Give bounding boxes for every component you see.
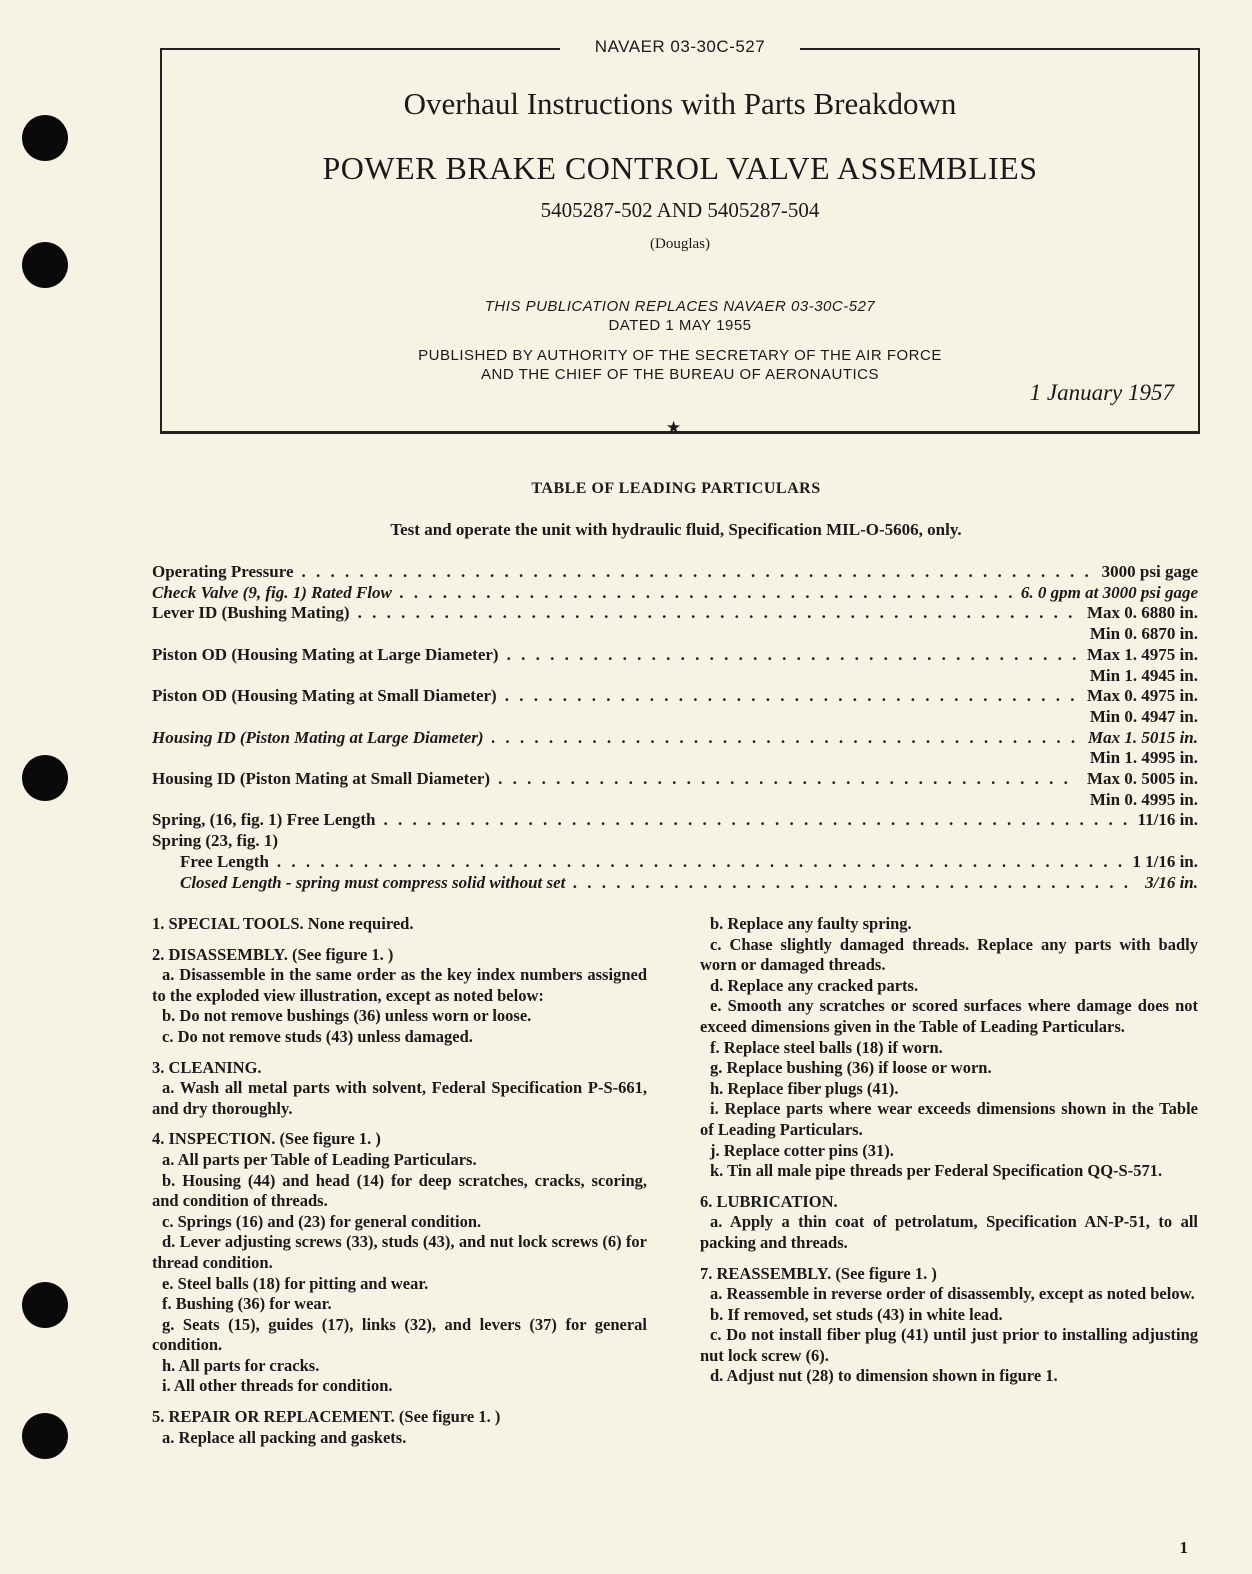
section-item: a. Wash all metal parts with solvent, Federal Specification P-S-661, and dry thoroughly.	[152, 1078, 647, 1118]
particular-label: Housing ID (Piston Mating at Small Diameter)	[152, 769, 491, 789]
particular-row	[152, 728, 1198, 749]
section-heading: 5. REPAIR OR REPLACEMENT. (See figure 1. )	[152, 1407, 501, 1427]
particular-min-value: Min 0. 6870 in.	[1089, 624, 1198, 644]
page-number: 1	[1179, 1538, 1188, 1557]
document-subject: POWER BRAKE CONTROL VALVE ASSEMBLIES	[322, 150, 1038, 186]
particular-min-value: Min 0. 4947 in.	[1089, 706, 1198, 726]
replaces-note: THIS PUBLICATION REPLACES NAVAER 03-30C-527 DATED 1 MAY 1955	[484, 298, 876, 334]
particular-value: 11/16 in.	[1137, 810, 1198, 830]
particular-label: Operating Pressure	[152, 562, 294, 581]
particular-label: Check Valve (9, fig. 1) Rated Flow	[152, 582, 392, 602]
section-item: b. Replace any faulty spring.	[710, 914, 912, 933]
section-heading: 4. INSPECTION. (See figure 1. )	[152, 1129, 381, 1149]
particular-min-value: Min 1. 4945 in.	[1089, 665, 1198, 685]
section-item: c. Chase slightly damaged threads. Replace any parts with badly worn or damaged threads.	[700, 934, 1198, 975]
binder-hole	[22, 1282, 68, 1328]
particular-label: Spring (23, fig. 1)	[152, 831, 279, 851]
particular-row	[152, 645, 1198, 666]
section-item: b. If removed, set studs (43) in white lead.	[710, 1304, 1003, 1324]
dot-leader	[277, 852, 1124, 873]
publication-number: NAVAER 03-30C-527	[594, 37, 766, 56]
part-numbers: 5405287-502 AND 5405287-504	[540, 198, 820, 222]
binder-hole	[22, 115, 68, 161]
dot-leader	[358, 603, 1079, 624]
section-heading: 1. SPECIAL TOOLS. None required.	[152, 914, 414, 933]
section-item: g. Seats (15), guides (17), links (32), and levers (37) for general condition.	[152, 1314, 647, 1355]
dot-leader	[400, 583, 1013, 604]
leading-particulars-table	[152, 562, 1198, 893]
section-item: g. Replace bushing (36) if loose or worn.	[710, 1058, 992, 1078]
particular-row	[152, 562, 1198, 583]
particular-row	[152, 769, 1198, 790]
particular-label: Free Length	[180, 851, 269, 871]
dot-leader	[384, 810, 1130, 831]
section-item: f. Replace steel balls (18) if worn.	[710, 1037, 943, 1057]
dot-leader	[302, 562, 1094, 583]
particular-label: Housing ID (Piston Mating at Large Diameter)	[152, 727, 484, 747]
section-item: c. Springs (16) and (23) for general condition.	[162, 1211, 482, 1231]
section-heading: 6. LUBRICATION.	[700, 1191, 838, 1211]
dot-leader	[492, 728, 1080, 749]
binder-hole	[22, 1413, 68, 1459]
dot-leader	[507, 645, 1079, 666]
particular-label: Piston OD (Housing Mating at Small Diameter)	[152, 686, 497, 706]
dot-leader	[505, 686, 1079, 707]
particular-row	[152, 583, 1198, 604]
particular-value: Max 0. 6880 in.	[1087, 603, 1198, 623]
particular-value: 3000 psi gage	[1101, 562, 1198, 581]
particular-value: Max 0. 5005 in.	[1087, 769, 1198, 789]
section-item: a. Replace all packing and gaskets.	[162, 1427, 407, 1447]
section-item: k. Tin all male pipe threads per Federal Specification QQ-S-571.	[710, 1161, 1163, 1181]
particular-label: Piston OD (Housing Mating at Large Diameter)	[152, 644, 499, 664]
section-heading: 3. CLEANING.	[152, 1057, 262, 1077]
section-item: j. Replace cotter pins (31).	[710, 1140, 894, 1160]
particular-value: 6. 0 gpm at 3000 psi gage	[1020, 582, 1198, 602]
section-item: d. Replace any cracked parts.	[710, 975, 919, 995]
section-item: c. Do not install fiber plug (41) until just prior to installing adjusting nut lock screw (6).	[700, 1325, 1198, 1365]
section-item: e. Smooth any scratches or scored surfaces where damage does not exceed dimensions given in the Table of Leading Particulars.	[700, 996, 1198, 1036]
particular-row	[152, 603, 1198, 624]
section-item: a. Reassemble in reverse order of disassembly, except as noted below.	[710, 1284, 1195, 1304]
particular-row	[152, 852, 1198, 873]
section-heading: 2. DISASSEMBLY. (See figure 1. )	[152, 944, 394, 964]
section-item: f. Bushing (36) for wear.	[162, 1294, 332, 1314]
binder-hole	[22, 242, 68, 288]
section-item: a. All parts per Table of Leading Particulars.	[162, 1149, 477, 1169]
section-item: i. All other threads for condition.	[162, 1376, 393, 1396]
section-item: c. Do not remove studs (43) unless damaged.	[162, 1026, 473, 1046]
section-item: b. Do not remove bushings (36) unless worn or loose.	[162, 1006, 532, 1026]
particular-value: 1 1/16 in.	[1132, 851, 1198, 871]
binder-hole	[22, 755, 68, 801]
dot-leader	[573, 873, 1137, 894]
particular-row	[152, 810, 1198, 831]
section-item: b. Housing (44) and head (14) for deep scratches, cracks, scoring, and condition of threads.	[152, 1170, 647, 1211]
dot-leader	[498, 769, 1079, 790]
star-icon: ★	[666, 418, 682, 438]
section-item: h. All parts for cracks.	[162, 1355, 320, 1375]
particular-label: Closed Length - spring must compress solid without set	[180, 872, 566, 892]
table-note: Test and operate the unit with hydraulic fluid, Specification MIL-O-5606, only.	[390, 520, 962, 539]
section-item: e. Steel balls (18) for pitting and wear.	[162, 1273, 429, 1293]
authority-note: PUBLISHED BY AUTHORITY OF THE SECRETARY OF THE AIR FORCE AND THE CHIEF OF THE BUREAU OF AERONAUTICS	[418, 347, 942, 383]
section-item: h. Replace fiber plugs (41).	[710, 1078, 899, 1098]
section-item: d. Adjust nut (28) to dimension shown in figure 1.	[710, 1366, 1058, 1386]
particular-label: Spring, (16, fig. 1) Free Length	[152, 810, 376, 830]
particular-min-value: Min 0. 4995 in.	[1089, 789, 1198, 809]
publication-date: 1 January 1957	[1029, 380, 1174, 405]
particular-value: 3/16 in.	[1145, 872, 1198, 892]
right-column	[700, 914, 1198, 1387]
particular-value: Max 1. 5015 in.	[1087, 727, 1198, 747]
section-item: a. Disassemble in the same order as the key index numbers assigned to the exploded view illustration, except as noted below:	[152, 965, 647, 1005]
particular-row	[152, 873, 1198, 894]
particular-label: Lever ID (Bushing Mating)	[152, 603, 350, 623]
section-item: d. Lever adjusting screws (33), studs (43), and nut lock screws (6) for thread condition.	[152, 1232, 647, 1272]
section-heading: 7. REASSEMBLY. (See figure 1. )	[700, 1263, 937, 1283]
manufacturer: (Douglas)	[650, 236, 710, 252]
particular-value: Max 1. 4975 in.	[1087, 644, 1198, 664]
left-column	[152, 914, 647, 1448]
document-title: Overhaul Instructions with Parts Breakdown	[403, 86, 957, 121]
particular-min-value: Min 1. 4995 in.	[1089, 748, 1198, 768]
particular-row	[152, 686, 1198, 707]
particular-value: Max 0. 4975 in.	[1087, 686, 1198, 706]
section-item: a. Apply a thin coat of petrolatum, Specification AN-P-51, to all packing and threads.	[700, 1212, 1198, 1252]
table-title: TABLE OF LEADING PARTICULARS	[531, 480, 821, 497]
section-item: i. Replace parts where wear exceeds dimensions shown in the Table of Leading Particulars.	[700, 1099, 1198, 1139]
